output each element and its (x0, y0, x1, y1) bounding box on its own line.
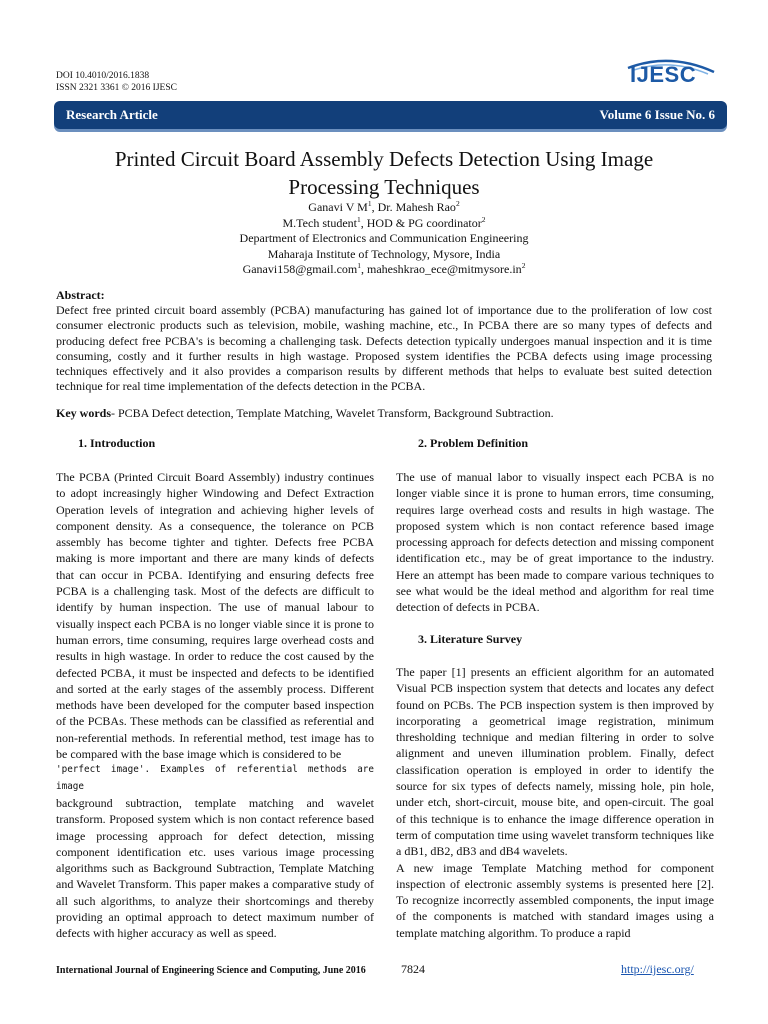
ijesc-logo: IJESC (630, 62, 697, 87)
page-number: 7824 (401, 962, 425, 976)
doi-text: DOI 10.4010/2016.1838 (56, 71, 150, 81)
literature-paragraph-2: A new image Template Matching method for component inspection of electronic assembly systems is presented here [2]. To recognize incorrectly assembled components, the input image of the components is matched with standard images using a template matching algorithm. To produce a rapid (396, 860, 714, 940)
department: Department of Electronics and Communication Engineering (239, 231, 529, 245)
intro-paragraph-1: The PCBA (Printed Circuit Board Assembly) industry continues to adopt increasingly higher Windowing and Defect Extraction Operation levels of integration and achieving higher levels of component density. As a consequence, the tolerance on PCB assembly has become tighter and tighter. Defects free PCBA making is more important and there are many kinds of defects that can occur in PCBA. Identifying and ensuring defects free PCBA is a challenging task. Most of the defects are difficult to identify by human inspection. The use of manual labour to visually inspect each PCBA is no longer viable since it is prone to human errors, time consuming, requires large overhead costs and results in high wastage. In order to reduce the cost caused by the defected PCBA, it must be inspected and defects to be identified and sorted at the early stages of the assembly process. Different methods have been developed for the computer based inspection of the PCBAs. These methods can be classified as referential and non-referential methods. In referential method, test image has to be compared with the base image which is considered to be (56, 470, 374, 762)
keywords (56, 406, 554, 421)
intro-mono-line: 'perfect image'. Examples of referential methods are image (56, 764, 374, 792)
footer-journal: International Journal of Engineering Science and Computing, June 2016 (56, 965, 366, 976)
problem-paragraph: The use of manual labor to visually inspect each PCBA is no longer viable since it is prone to human errors, time consuming, requires large overhead costs and results in high wastage. The proposed system which is non contact reference based image processing approach for defects detection and missing component identification etc., may be of great importance to the industry. Here an attempt has been made to compare various techniques to see what would be the ideal method and algorithm for real time detection of defects in PCBA. (396, 470, 714, 615)
author-roles: M.Tech student$^1$, HOD & PG coordinator$^2$ (282, 214, 486, 230)
title-line-1: Printed Circuit Board Assembly Defects Detection Using Image (114, 147, 654, 171)
author-emails: Ganavi158@gmail.com$^1$, $maheshkrao\_ece@mitmysore.in^2$ (242, 261, 526, 276)
intro-paragraph-2: background subtraction, template matching and wavelet transform. Proposed system which is non contact reference based image processing approach for defect detection, missing component identification etc. uses various image processing algorithms such as Background Subtraction, Template Matching and Wavelet Transform. This paper makes a comparative study of all such algorithms, to analyze their shortcomings and thereby providing an optimal approach to detect maximum number of defects with higher accuracy as well as speed. (56, 795, 374, 941)
volume-issue: Volume 6 Issue No. 6 (599, 107, 715, 122)
institution: Maharaja Institute of Technology, Mysore, India (267, 246, 501, 261)
problem-heading: 2. Problem Definition (418, 436, 529, 450)
keywords-text: - PCBA Defect detection, Template Matching, Wavelet Transform, Background Subtraction. (111, 406, 554, 420)
intro-body (56, 469, 374, 942)
paper-title (56, 145, 712, 201)
literature-body (396, 664, 714, 941)
abstract-heading: Abstract: (56, 288, 105, 302)
author-block (56, 200, 712, 278)
literature-paragraph-1: The paper [1] presents an efficient algorithm for an automated Visual PCB inspection system that detects and locates any defect found on PCBs. The PCB inspection system is then improved by incorporating a geometrical image registration, minimum thresholding technique and median filtering in order to solve alignment and uneven illumination problem. Finally, defect classification operation is employed in order to identify the source for six types of defects namely, missing hole, pin hole, under etch, short-circuit, mouse bite, and open-circuit. The goal of this technique is to enhance the image difference operation in term of computation time using wavelet transform techniques like a dB1, dB2, dB3 and dB4 wavelets. (396, 665, 714, 859)
keywords-label: Key words (56, 406, 111, 420)
abstract-text: Defect free printed circuit board assembly (PCBA) manufacturing has gained lot of importance due to the proliferation of low cost consumer electronic products such as television, mobile, washing machine, etc., In PCBA there are so many types of defects and producing defect free PCBA's is becoming a challenging task. Defects detection typically undergoes manual inspection and it is time consuming, costly and it further results in high wastage. Proposed system identifies the PCBA defects using image processing techniques effectively and it also provides a comparison results by different methods that helps to evaluate best suited detection technique for real time implementation of the defects detection in the PCBA. (56, 303, 712, 394)
problem-body (396, 469, 714, 616)
intro-heading: 1. Introduction (78, 436, 156, 450)
journal-link[interactable]: http://ijesc.org/ (621, 962, 694, 976)
author-names: Ganavi V $M^1$, Dr. Mahesh Rao$^2$ (308, 199, 460, 214)
literature-heading: 3. Literature Survey (418, 632, 523, 646)
article-type: Research Article (66, 107, 158, 122)
article-band (54, 101, 727, 129)
journal-meta (56, 70, 177, 94)
title-line-2: Processing Techniques (288, 175, 480, 199)
issn-text: ISSN 2321 3361 © 2016 IJESC (56, 83, 177, 93)
